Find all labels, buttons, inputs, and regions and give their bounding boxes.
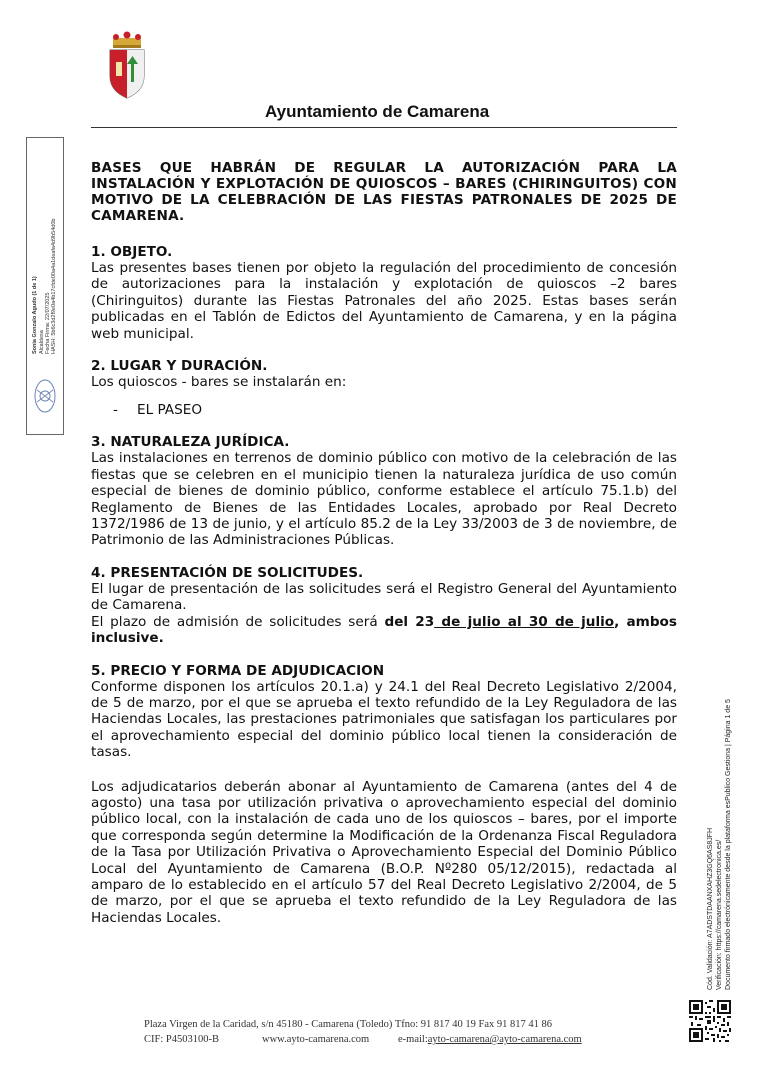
- section-heading-lugar: 2. LUGAR Y DURACIÓN.: [91, 358, 268, 375]
- section-heading-precio: 5. PRECIO Y FORMA DE ADJUDICACION: [91, 662, 385, 679]
- coat-of-arms-logo: [104, 30, 150, 100]
- section-heading-presentacion: 4. PRESENTACIÓN DE SOLICITUDES.: [91, 564, 364, 581]
- signature-seal-icon: [34, 376, 56, 416]
- plazo-text: El plazo de admisión de solicitudes será: [91, 613, 385, 630]
- footer-contact-row: [144, 1032, 604, 1047]
- validation-url: Verificación: https://camarena.sedelectronica.es/: [716, 839, 723, 990]
- signature-line: Fecha Firma: 22/07/2025: [45, 292, 51, 354]
- validation-code: Cód. Validación: A7ADSTDAANXAHZ3GQ6AS8JFH: [707, 827, 714, 990]
- section-text-plazo: [91, 614, 677, 647]
- list-item: [113, 402, 677, 418]
- section-heading-objeto: 1. OBJETO.: [91, 244, 173, 260]
- footer-cif: CIF: P4503100-B: [144, 1034, 219, 1045]
- page-footer: [144, 1017, 604, 1047]
- footer-address: Plaza Virgen de la Caridad, s/n 45180 - Camarena (Toledo) Tfno: 91 817 40 19 Fax 91 817 41 86: [144, 1019, 553, 1030]
- signature-line: Sonia Gonzalo Agudo (1 de 1): [32, 276, 38, 354]
- plazo-date-start: del 23: [384, 613, 435, 630]
- signature-text-block: [31, 144, 59, 354]
- document-body: [91, 160, 677, 926]
- signature-line: Alcaldesa: [39, 330, 45, 354]
- validation-margin: [707, 640, 737, 1000]
- plazo-date-range: de julio al 30 de julio: [434, 613, 615, 630]
- list-item-text: EL PASEO: [137, 402, 203, 419]
- organization-name: Ayuntamiento de Camarena: [265, 102, 490, 121]
- section-heading-naturaleza: 3. NATURALEZA JURÍDICA.: [91, 434, 290, 451]
- section-text-presentacion: El lugar de presentación de las solicitudes será el Registro General del Ayuntamiento de Camarena.: [91, 580, 677, 614]
- header-divider: [91, 127, 677, 128]
- document-title: BASES QUE HABRÁN DE REGULAR LA AUTORIZACIÓN PARA LA INSTALACIÓN Y EXPLOTACIÓN DE QUIOSCOS – BARES (CHIRINGUITOS) CON MOTIVO DE LA CELEBRACIÓN DE LAS FIESTAS PATRONALES DE 2025 DE CAMARENA.: [91, 160, 677, 224]
- section-text-precio-2: Los adjudicatarios deberán abonar al Ayuntamiento de Camarena (antes del 4 de agosto) una tasa por utilización privativa o aprovechamiento especial del dominio público local, con la instalación de cada uno de los quioscos – bares, por el importe que corresponda según determine la Modificación de la Ordenanza Fiscal Reguladora de la Tasa por Utilización Privativa o Aprovechamiento Especial del Dominio Público Local del Ayuntamiento de Camarena (B.O.P. Nº280 05/12/2015), redactada al amparo de lo establecido en el artículo 57 del Real Decreto Legislativo 2/2004, de 5 de marzo, por el que se aprueba el texto refundido de la Ley Reguladora de las Haciendas Locales.: [91, 778, 677, 926]
- list-bullet: -: [113, 402, 118, 419]
- footer-email[interactable]: ayto-camarena@ayto-camarena.com: [427, 1034, 582, 1045]
- footer-website[interactable]: www.ayto-camarena.com: [262, 1034, 370, 1045]
- qr-code: [689, 1000, 731, 1042]
- section-text-lugar: Los quioscos - bares se instalarán en:: [91, 374, 347, 391]
- footer-email-label: e-mail:: [398, 1034, 428, 1045]
- signature-line: HASH: 5b6c3d2f9e0a4b17cfde00a4a1deafa4d9b54d0b: [51, 218, 57, 354]
- section-text-naturaleza: Las instalaciones en terrenos de dominio público con motivo de la celebración de las fiestas que se celebren en el municipio tienen la naturaleza jurídica de uso común especial de bienes de dominio público, conforme establece el artículo 75.1.b) del Reglamento de Bienes de las Entidades Locales, aprobado por Real Decreto 1372/1986 de 13 de junio, y el artículo 85.2 de la Ley 33/2003 de 3 de noviembre, de Patrimonio de las Administraciones Públicas.: [91, 450, 677, 549]
- plazo-inclusive: , ambos inclusive.: [91, 613, 677, 647]
- validation-platform: Documento firmado electrónicamente desde la plataforma esPublico Gestiona | Página 1 de 5: [725, 699, 732, 990]
- section-text-precio-1: Conforme disponen los artículos 20.1.a) y 24.1 del Real Decreto Legislativo 2/2004, de 5 de marzo, por el que se aprueba el texto refundido de la Ley Reguladora de las Haciendas Locales, las prestaciones patrimoniales que satisfagan los particulares por el aprovechamiento especial del dominio público local tienen la consideración de tasas.: [91, 678, 677, 761]
- signature-box: [26, 137, 64, 435]
- section-text-objeto: Las presentes bases tienen por objeto la regulación del procedimiento de concesión de autorizaciones para la instalación y explotación de quioscos –2 bares (Chiringuitos) durante las Fiestas Patronales del año 2025. Estas bases serán publicadas en el Tablón de Edictos del Ayuntamiento de Camarena, y en la página web municipal.: [91, 260, 677, 342]
